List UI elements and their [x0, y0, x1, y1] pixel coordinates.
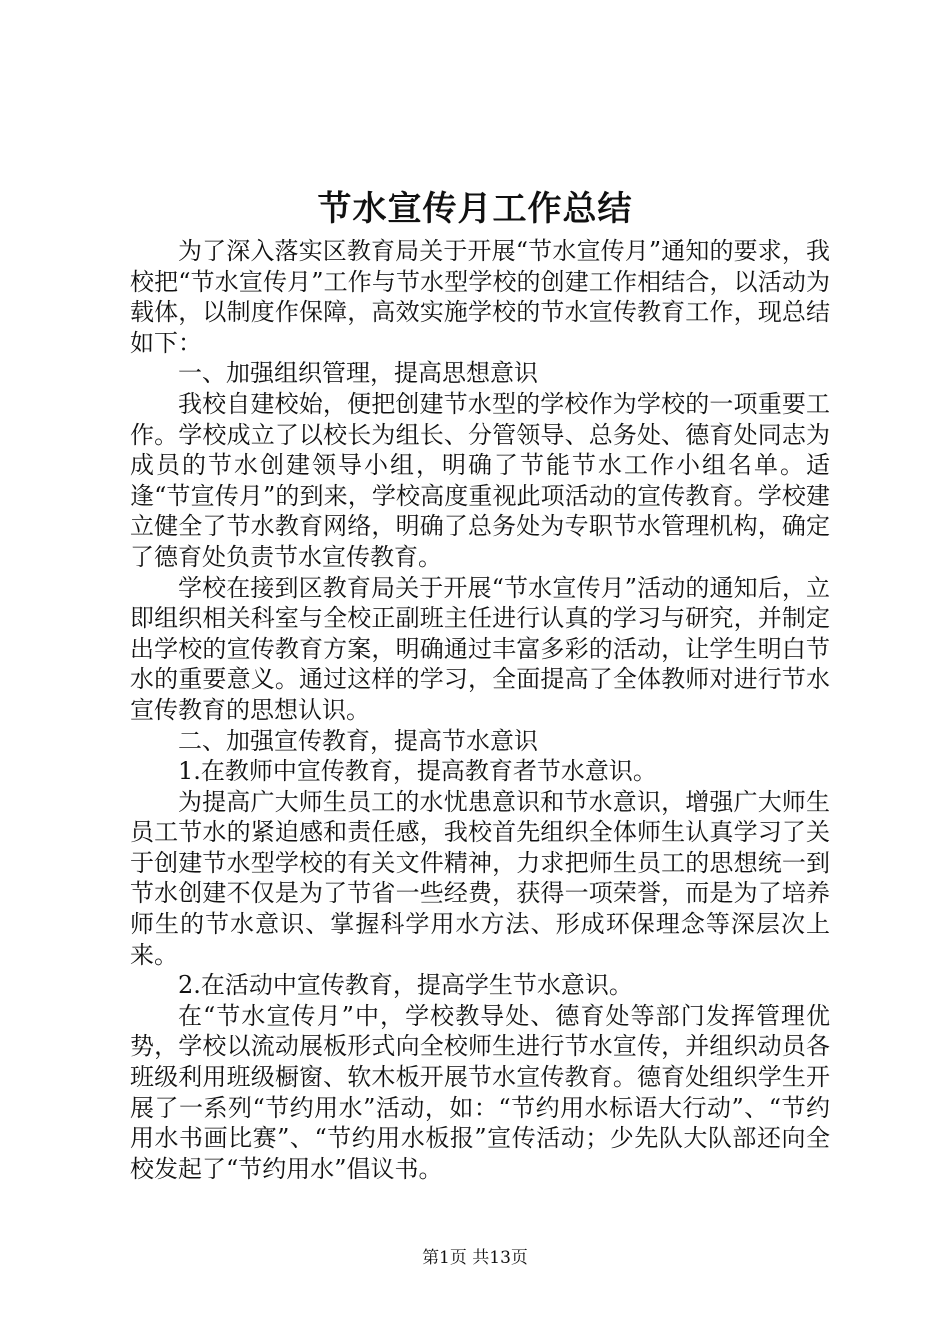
page-footer — [0, 1246, 950, 1270]
paragraph-study: 学校在接到区教育局关于开展“节水宣传月”活动的通知后，立即组织相关科室与全校正副班主任进行认真的学习与研究，并制定出学校的宣传教育方案，明确通过丰富多彩的活动，让学生明白节水的重要意义。通过这样的学习，全面提高了全体教师对进行节水宣传教育的思想认识。 — [130, 573, 830, 724]
section-heading-1: 一、加强组织管理，提高思想意识 — [178, 359, 538, 388]
paragraph-teachers: 为提高广大师生员工的水忧患意识和节水意识，增强广大师生员工节水的紧迫感和责任感，我校首先组织全体师生认真学习了关于创建节水型学校的有关文件精神，力求把师生员工的思想统一到节水创建不仅是为了节省一些经费，获得一项荣誉，而是为了培养师生的节水意识、掌握科学用水方法、形成环保理念等深层次上来。 — [130, 787, 830, 969]
subheading-students: 2.在活动中宣传教育，提高学生节水意识。 — [178, 971, 633, 1000]
paragraph-organization: 我校自建校始，便把创建节水型的学校作为学校的一项重要工作。学校成立了以校长为组长、分管领导、总务处、德育处同志为成员的节水创建领导小组，明确了节能节水工作小组名单。适逢“节宣传月”的到来，学校高度重视此项活动的宣传教育。学校建立健全了节水教育网络，明确了总务处为专职节水管理机构，确定了德育处负责节水宣传教育。 — [130, 389, 830, 571]
section-heading-2: 二、加强宣传教育，提高节水意识 — [178, 726, 538, 755]
paragraph-activities: 在“节水宣传月”中，学校教导处、德育处等部门发挥管理优势，学校以流动展板形式向全校师生进行节水宣传，并组织动员各班级利用班级橱窗、软木板开展节水宣传教育。德育处组织学生开展了一系列“节约用水”活动，如：“节约用水标语大行动”、“节约用水书画比赛”、“节约用水板报”宣传活动；少先队大队部还向全校发起了“节约用水”倡议书。 — [130, 1001, 830, 1183]
document-body — [130, 236, 830, 1184]
page-total: 共13页 — [472, 1248, 528, 1268]
document-title: 节水宣传月工作总结 — [317, 189, 633, 229]
subheading-teachers: 1.在教师中宣传教育，提高教育者节水意识。 — [178, 757, 657, 786]
paragraph-intro: 为了深入落实区教育局关于开展“节水宣传月”通知的要求，我校把“节水宣传月”工作与节水型学校的创建工作相结合，以活动为载体，以制度作保障，高效实施学校的节水宣传教育工作，现总结如下： — [130, 237, 830, 357]
page-number: 第1页 — [422, 1248, 467, 1268]
